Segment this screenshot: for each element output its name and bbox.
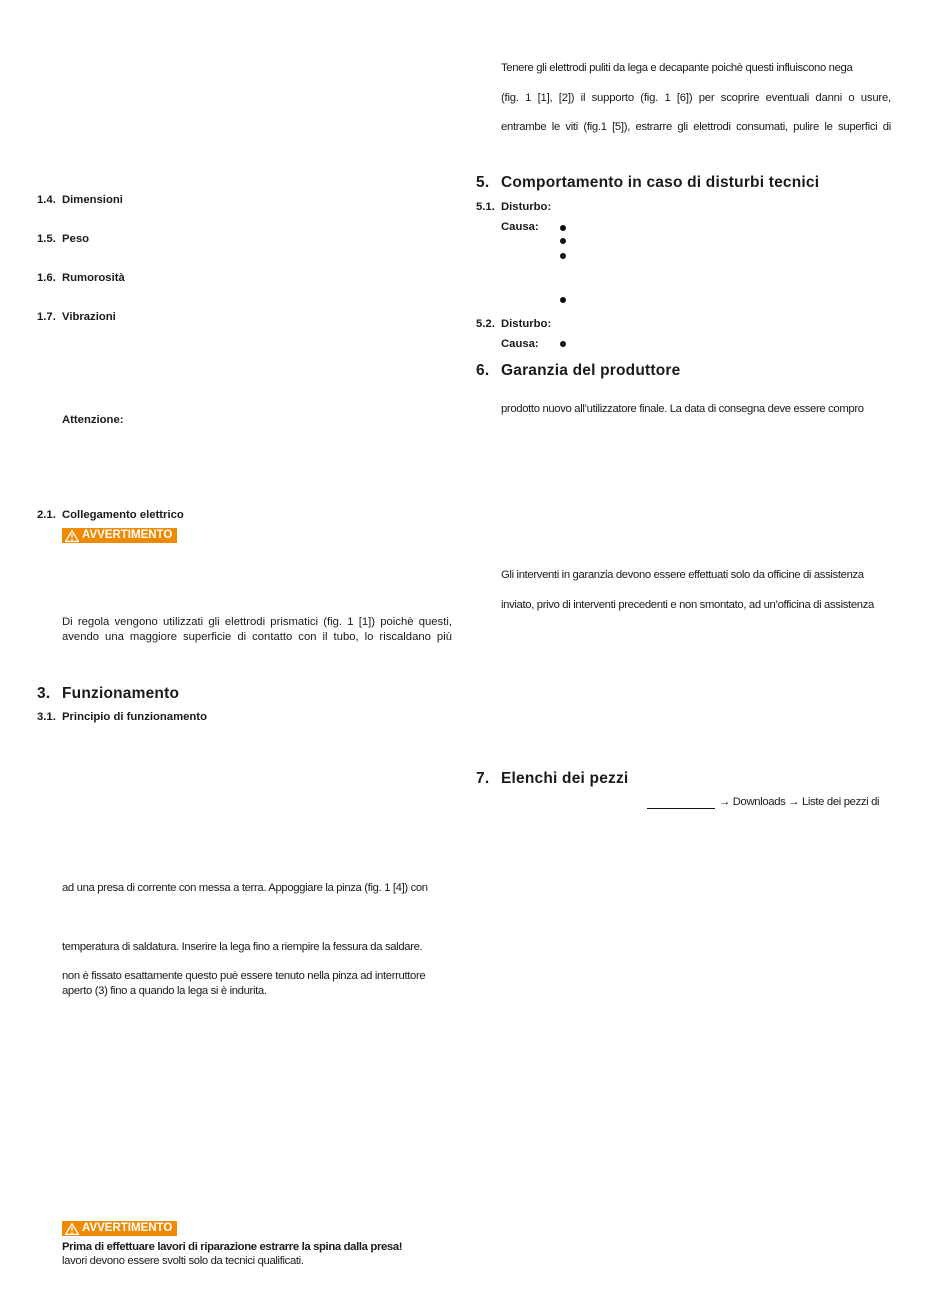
warranty-text-line-3: inviato, privo di interventi precedenti e non smontato, ad un’officina di assistenza <box>501 599 874 611</box>
maintenance-text-line-2: (fig. 1 [1], [2]) il supporto (fig. 1 [6]) per scoprire eventuali danni o usure, <box>501 92 891 104</box>
section-3-1-heading <box>37 710 207 724</box>
operation-text-line-2: temperatura di saldatura. Inserire la lega fino a riempire la fessura da saldare. <box>62 941 423 953</box>
section-number: 3.1. <box>37 711 56 723</box>
warning-badge-label: AVVERTIMENTO <box>82 1222 173 1234</box>
section-title: Principio di funzionamento <box>62 711 207 723</box>
section-1-7-heading <box>37 310 116 324</box>
section-2-1-heading <box>37 508 184 522</box>
bullet-dot-icon <box>560 253 566 259</box>
section-5-1-heading <box>476 200 551 214</box>
section-number: 6. <box>476 362 490 379</box>
section-number: 3. <box>37 685 51 702</box>
section-number: 5. <box>476 174 490 191</box>
section-title: Funzionamento <box>62 685 180 702</box>
section-number: 1.4. <box>37 194 56 206</box>
section-title: Disturbo: <box>501 201 552 213</box>
operation-text-line-3: non è fissato esattamente questo puè essere tenuto nella pinza ad interruttore <box>62 970 426 982</box>
parts-list-link-text[interactable]: → Downloads → Liste dei pezzi di <box>719 796 880 808</box>
section-number: 5.1. <box>476 201 495 213</box>
section-number: 7. <box>476 770 490 787</box>
section-number: 2.1. <box>37 509 56 521</box>
section-1-5-heading <box>37 232 89 246</box>
section-title: Collegamento elettrico <box>62 509 184 521</box>
section-title: Comportamento in caso di disturbi tecnici <box>501 174 820 191</box>
bullet-dot-icon <box>560 225 566 231</box>
section-title: Disturbo: <box>501 318 552 330</box>
section-3-heading <box>37 685 179 703</box>
cause-label: Causa: <box>501 221 539 233</box>
section-title: Rumorosità <box>62 272 125 284</box>
bullet-dot-icon <box>560 297 566 303</box>
warning-badge <box>62 528 177 543</box>
operation-text-line-4: aperto (3) fino a quando la lega si è indurita. <box>62 985 267 997</box>
section-title: Dimensioni <box>62 194 123 206</box>
section-5-heading <box>476 174 819 192</box>
section-1-4-heading <box>37 193 123 207</box>
warranty-text-line-1: prodotto nuovo all’utilizzatore finale. La data di consegna deve essere compro <box>501 403 864 415</box>
repair-warning-text: lavori devono essere svolti solo da tecnici qualificati. <box>62 1255 304 1267</box>
warning-triangle-icon <box>65 1223 79 1235</box>
maintenance-text-line-1: Tenere gli elettrodi puliti da lega e decapante poichè questi influiscono nega <box>501 62 853 74</box>
warning-badge-label: AVVERTIMENTO <box>82 529 173 541</box>
section-6-heading <box>476 362 680 380</box>
maintenance-text-line-3: entrambe le viti (fig.1 [5]), estrarre gli elettrodi consumati, pulire le superfici di <box>501 121 891 133</box>
warning-badge-repair <box>62 1221 177 1236</box>
section-title: Garanzia del produttore <box>501 362 681 379</box>
operation-text-line-1: ad una presa di corrente con messa a terra. Appoggiare la pinza (fig. 1 [4]) con <box>62 882 428 894</box>
section-title: Vibrazioni <box>62 311 116 323</box>
warning-triangle-icon <box>65 530 79 542</box>
section-number: 1.6. <box>37 272 56 284</box>
section-number: 1.5. <box>37 233 56 245</box>
section-number: 1.7. <box>37 311 56 323</box>
attention-label: Attenzione: <box>62 414 124 426</box>
link-placeholder-underline <box>647 808 715 809</box>
section-number: 5.2. <box>476 318 495 330</box>
section-5-2-heading <box>476 317 551 331</box>
electrode-paragraph-line-2: avendo una maggiore superficie di contatto con il tubo, lo riscaldano più <box>62 631 452 643</box>
cause-label: Causa: <box>501 338 539 350</box>
section-7-heading <box>476 770 628 788</box>
repair-warning-bold: Prima di effettuare lavori di riparazione estrarre la spina dalla presa! <box>62 1241 403 1253</box>
section-title: Peso <box>62 233 90 245</box>
section-1-6-heading <box>37 271 125 285</box>
electrode-paragraph-line-1: Di regola vengono utilizzati gli elettrodi prismatici (fig. 1 [1]) poichè questi, <box>62 616 452 628</box>
section-title: Elenchi dei pezzi <box>501 770 629 787</box>
bullet-dot-icon <box>560 341 566 347</box>
warranty-text-line-2: Gli interventi in garanzia devono essere effettuati solo da officine di assistenza <box>501 569 864 581</box>
bullet-dot-icon <box>560 238 566 244</box>
